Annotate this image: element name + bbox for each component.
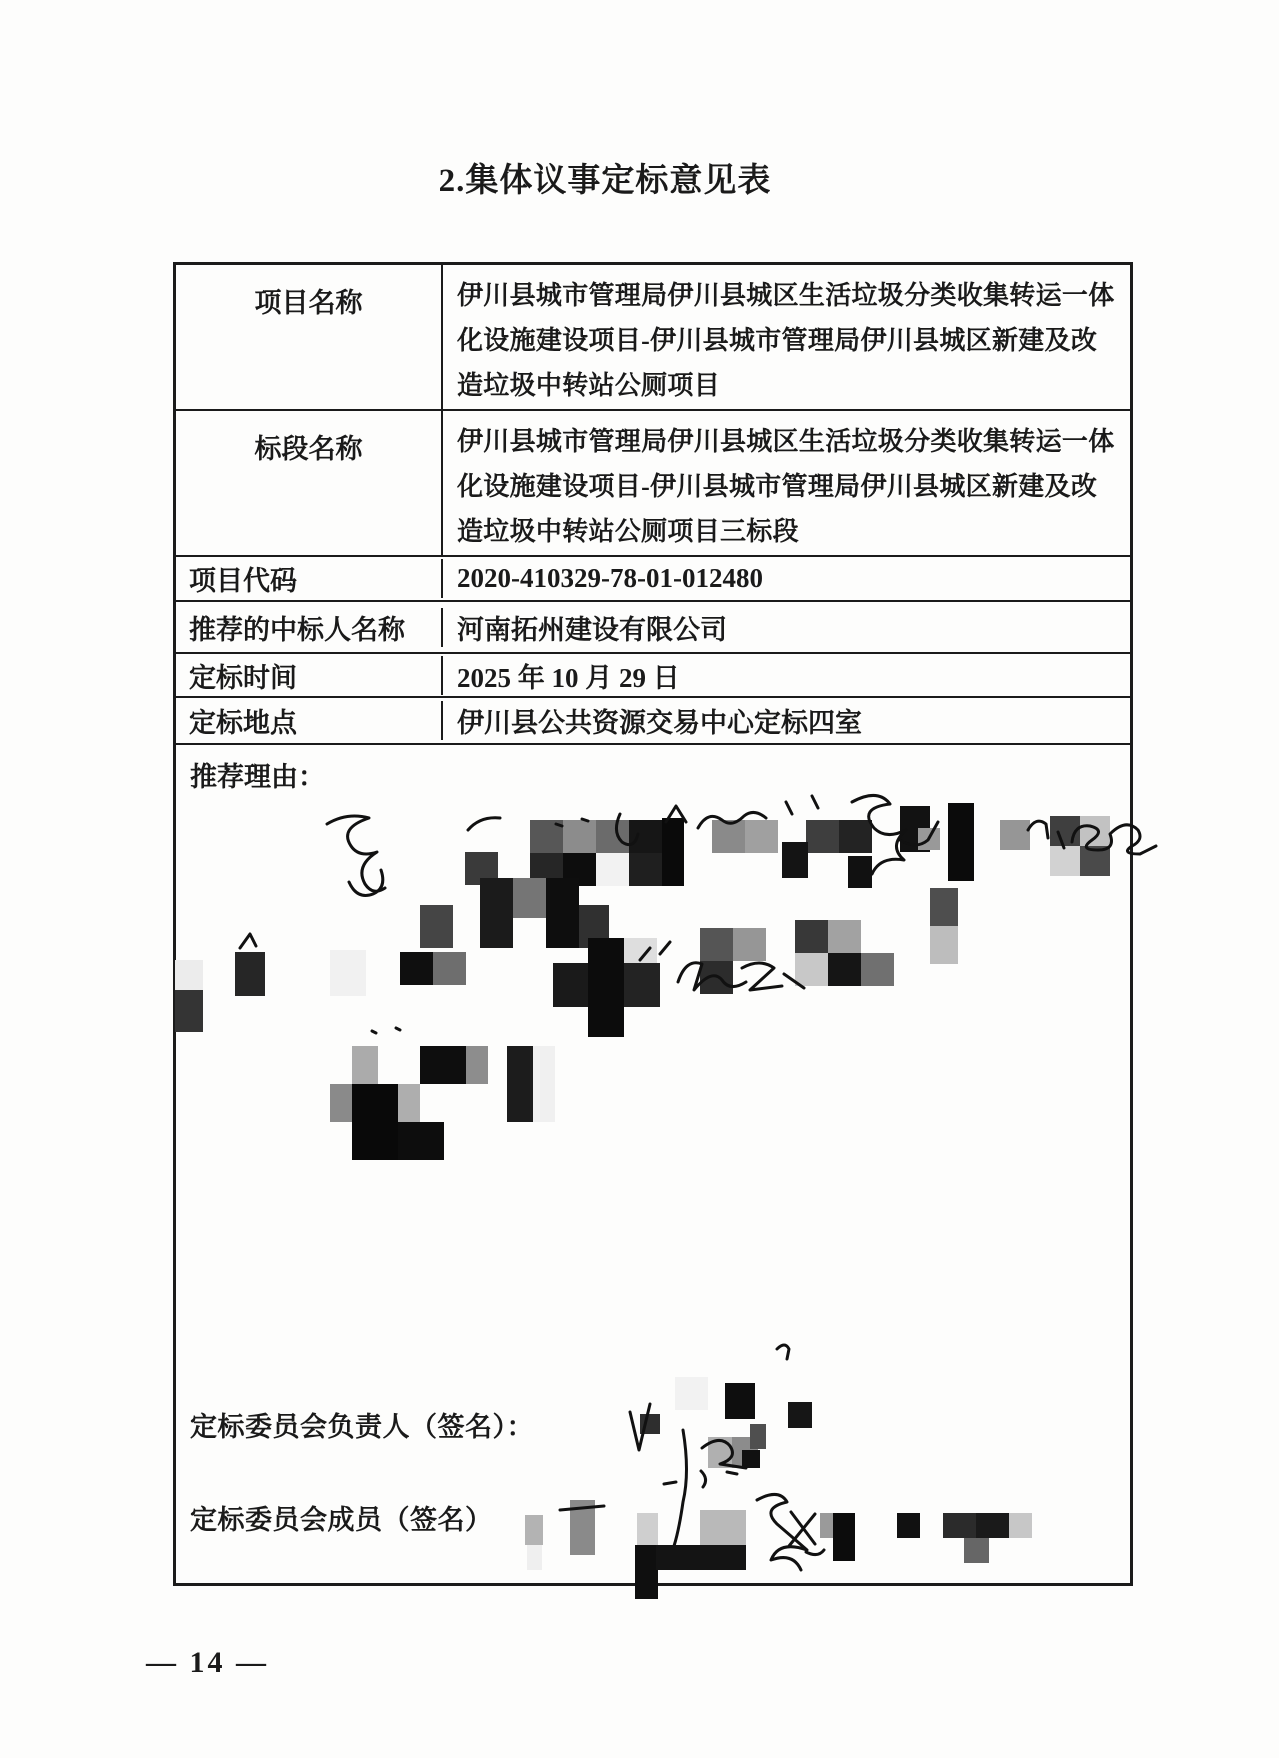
row-label: 推荐的中标人名称	[176, 608, 443, 647]
page-title: 2.集体议事定标意见表	[438, 163, 772, 199]
table-row	[176, 265, 1130, 409]
table-row	[176, 696, 1130, 743]
table-row	[176, 555, 1130, 600]
row-label: 定标地点	[176, 701, 443, 740]
page-number: — 14 —	[146, 1646, 269, 1679]
row-value: 伊川县城市管理局伊川县城区生活垃圾分类收集转运一体化设施建设项目-伊川县城市管理局伊川县城区新建及改造垃圾中转站公厕项目	[457, 281, 1115, 400]
row-label: 定标时间	[176, 656, 443, 695]
row-value: 2020-410329-78-01-012480	[457, 563, 763, 593]
table-row-reason	[176, 743, 1130, 1583]
reason-label: 推荐理由：	[190, 762, 325, 792]
row-label: 项目名称	[176, 265, 443, 409]
table-row	[176, 600, 1130, 652]
row-label: 项目代码	[176, 559, 443, 598]
row-value: 河南拓州建设有限公司	[457, 614, 727, 645]
row-value: 伊川县城市管理局伊川县城区生活垃圾分类收集转运一体化设施建设项目-伊川县城市管理局伊川县城区新建及改造垃圾中转站公厕项目三标段	[457, 427, 1115, 546]
members-signature-label: 定标委员会成员（签名）	[190, 1505, 493, 1535]
table-row	[176, 409, 1130, 555]
row-value: 伊川县公共资源交易中心定标四室	[457, 708, 862, 738]
chair-signature-label: 定标委员会负责人（签名）：	[190, 1412, 534, 1442]
table-row	[176, 652, 1130, 696]
row-value: 2025 年 10 月 29 日	[457, 662, 680, 693]
row-label: 标段名称	[176, 411, 443, 555]
bid-decision-table	[173, 262, 1133, 1586]
